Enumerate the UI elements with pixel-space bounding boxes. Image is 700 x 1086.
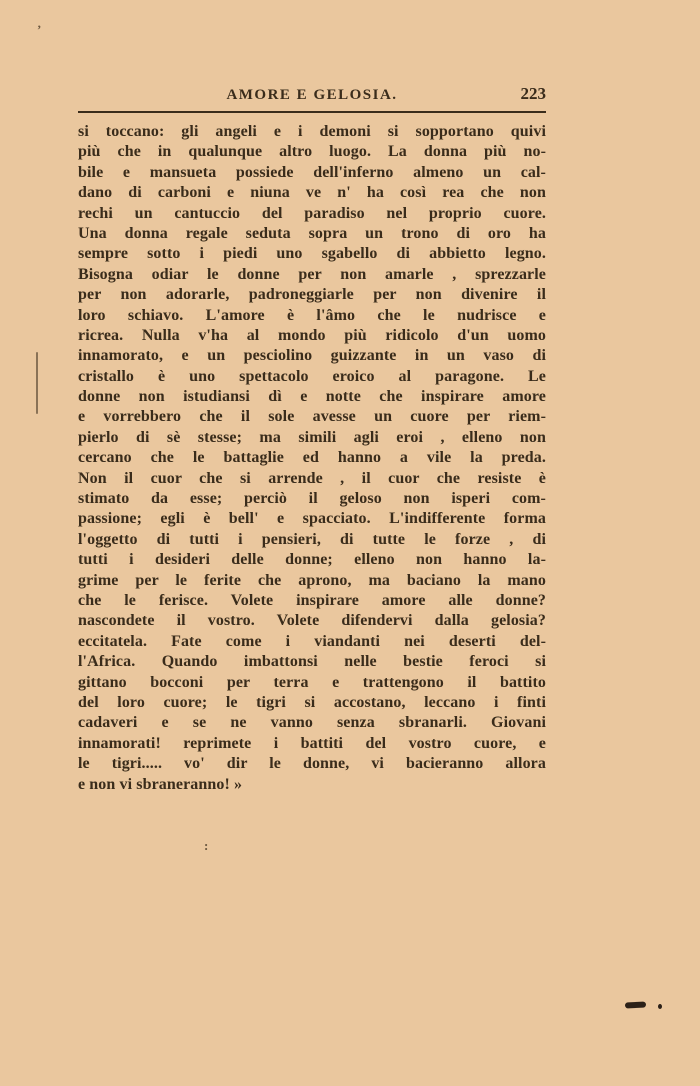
text-line: cristallo è uno spettacolo eroico al paragone. Le bbox=[78, 367, 546, 385]
text-line: si toccano: gli angeli e i demoni si sopportano quivi bbox=[78, 123, 546, 140]
text-line: grime per le ferite che aprono, ma baciano la mano bbox=[78, 571, 546, 589]
stray-mark: : bbox=[204, 838, 209, 853]
text-line: Non il cuor che si arrende , il cuor che resiste è bbox=[78, 469, 546, 487]
text-line: le tigri..... vo' dir le donne, vi bacieranno allora bbox=[78, 755, 546, 773]
text-line: cercano che le battaglie ed hanno a vile la preda. bbox=[78, 449, 546, 467]
text-line: passione; egli è bell' e spacciato. L'indifferente forma bbox=[78, 510, 546, 528]
text-line: più che in qualunque altro luogo. La donna più no- bbox=[78, 143, 546, 161]
page-header bbox=[78, 84, 546, 104]
text-line: l'Africa. Quando imbattonsi nelle bestie feroci si bbox=[78, 653, 546, 671]
text-line: ricrea. Nulla v'ha al mondo più ridicolo d'un uomo bbox=[78, 326, 546, 344]
text-line: l'oggetto di tutti i pensieri, di tutte le forze , di bbox=[78, 530, 546, 548]
running-title: AMORE E GELOSIA. bbox=[226, 87, 398, 103]
text-line: cadaveri e se ne vanno senza sbranarli. Giovani bbox=[78, 714, 546, 732]
text-line: donne non istudiansi dì e notte che inspirare amore bbox=[78, 388, 546, 406]
text-line: eccitatela. Fate come i viandanti nei deserti del- bbox=[78, 632, 546, 650]
text-line: Una donna regale seduta sopra un trono di oro ha bbox=[78, 224, 546, 242]
text-line: nascondete il vostro. Volete difendervi dalla gelosia? bbox=[78, 612, 546, 630]
text-line: loro schiavo. L'amore è l'âmo che le nudrisce e bbox=[78, 306, 546, 324]
page-number: 223 bbox=[520, 84, 546, 103]
text-line: sempre sotto i piedi uno sgabello di abbietto legno. bbox=[78, 245, 546, 263]
text-line: e non vi sbraneranno! » bbox=[78, 775, 243, 793]
text-line: rechi un cantuccio del paradiso nel proprio cuore. bbox=[78, 204, 546, 222]
text-line: per non adorarle, padroneggiarle per non divenire il bbox=[78, 286, 546, 304]
scan-speck: ’ bbox=[37, 22, 42, 37]
text-line: stimato da esse; perciò il geloso non isperi com- bbox=[78, 490, 546, 508]
ink-dot bbox=[658, 1004, 662, 1009]
header-rule bbox=[78, 111, 546, 113]
text-line: dano di carboni e niuna ve n' ha così rea che non bbox=[78, 184, 546, 202]
text-line: bile e mansueta possiede dell'inferno almeno un cal- bbox=[78, 163, 546, 181]
text-line: del loro cuore; le tigri si accostano, leccano i finti bbox=[78, 693, 546, 711]
scan-edge-mark bbox=[36, 352, 38, 414]
text-line: che le ferisce. Volete inspirare amore alle donne? bbox=[78, 591, 546, 609]
text-line: tutti i desideri delle donne; elleno non hanno la- bbox=[78, 551, 546, 569]
text-line: gittano bocconi per terra e trattengono il battito bbox=[78, 673, 546, 691]
text-line: Bisogna odiar le donne per non amarle , sprezzarle bbox=[78, 265, 546, 283]
page-content bbox=[78, 84, 546, 795]
text-line: pierlo di sè stesse; ma simili agli eroi , elleno non bbox=[78, 428, 546, 446]
text-line: e vorrebbero che il sole avesse un cuore per riem- bbox=[78, 408, 546, 426]
ink-smudge bbox=[625, 1001, 646, 1008]
body-text bbox=[78, 122, 546, 795]
text-line: innamorato, e un pesciolino guizzante in un vaso di bbox=[78, 347, 546, 365]
text-line: innamorati! reprimete i battiti del vostro cuore, e bbox=[78, 734, 546, 752]
